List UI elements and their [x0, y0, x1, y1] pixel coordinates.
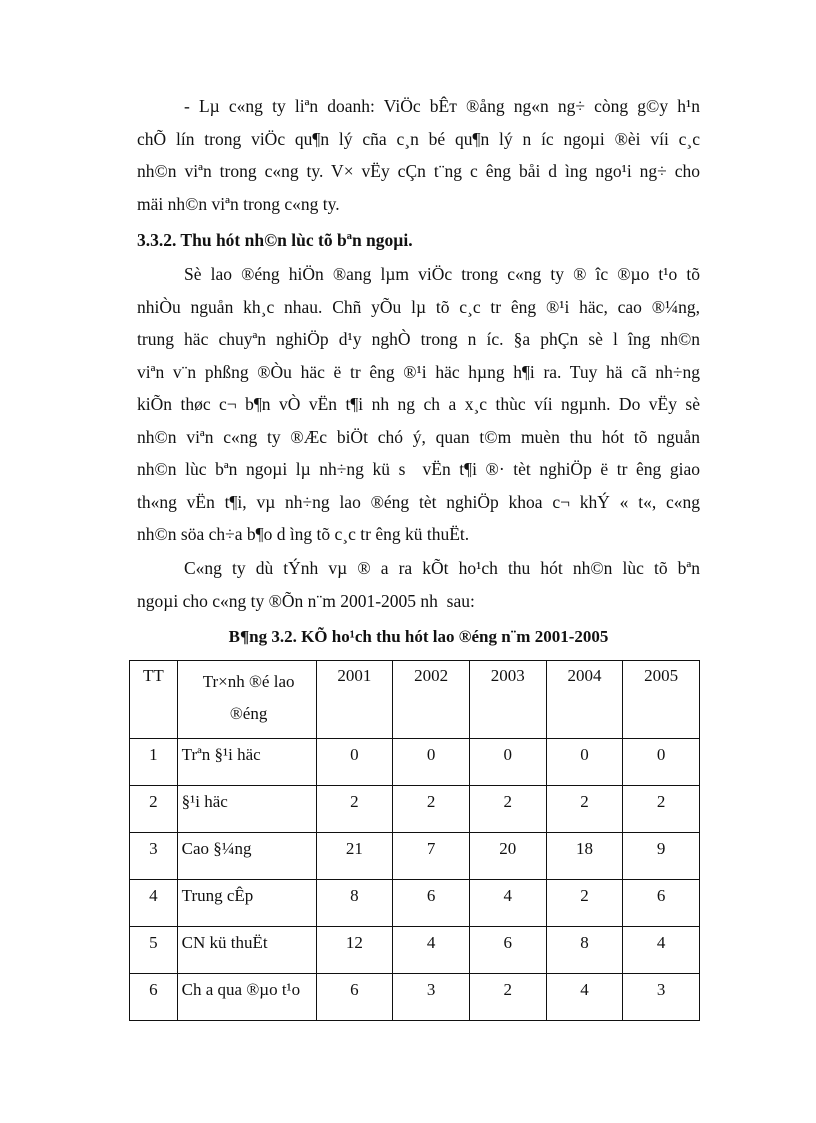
- recruitment-plan-table: [129, 660, 700, 1021]
- cell-value: 9: [623, 833, 700, 880]
- cell-level: Trªn §¹i häc: [177, 739, 316, 786]
- cell-value: 2: [469, 974, 546, 1021]
- cell-value: 2: [316, 786, 393, 833]
- cell-value: 6: [623, 880, 700, 927]
- cell-value: 18: [546, 833, 623, 880]
- cell-value: 0: [546, 739, 623, 786]
- cell-value: 8: [546, 927, 623, 974]
- cell-value: 6: [316, 974, 393, 1021]
- table-header-row: [130, 661, 700, 739]
- cell-tt: 1: [130, 739, 178, 786]
- cell-value: 0: [393, 739, 470, 786]
- header-tt: TT: [130, 661, 178, 739]
- paragraph-line: ngoµi cho c«ng ty ®Õn n¨m 2001-2005 nh sau:: [137, 590, 475, 611]
- header-year: 2001: [316, 661, 393, 739]
- cell-value: 0: [623, 739, 700, 786]
- cell-level: Ch a qua ®µo t¹o: [177, 974, 316, 1021]
- header-level-line: Tr×nh ®é lao: [202, 672, 295, 691]
- cell-value: 3: [623, 974, 700, 1021]
- table-row: [130, 974, 700, 1021]
- cell-tt: 3: [130, 833, 178, 880]
- paragraph-line: kiÕn thøc c¬ b¶n vÒ vËn t¶i nh ng ch a x¸c thùc víi ngµnh. Do vËy sè: [137, 394, 700, 414]
- paragraph-line: - Lµ c«ng ty liªn doanh: ViÖc bÊт ®ång ng«n ng÷ còng g©y h¹n: [184, 96, 700, 116]
- paragraph-line: nh©n söa ch÷a b¶o d ìng tõ c¸c tr êng kü thuËt.: [137, 524, 470, 544]
- cell-value: 4: [393, 927, 470, 974]
- table-row: [130, 927, 700, 974]
- paragraph-joint-venture: [137, 90, 700, 220]
- cell-tt: 2: [130, 786, 178, 833]
- cell-value: 0: [316, 739, 393, 786]
- paragraph-line: th«ng vËn t¶i, vµ nh÷ng lao ®éng tèt nghiÖp khoa c¬ khÝ « t«, c«ng: [137, 491, 700, 512]
- header-year: 2002: [393, 661, 470, 739]
- table-caption: B¶ng 3.2. KÕ ho¹ch thu hót lao ®éng n¨m 2001-2005: [228, 627, 609, 646]
- cell-value: 3: [393, 974, 470, 1021]
- paragraph-line: mäi nh©n viªn trong c«ng ty.: [137, 193, 340, 214]
- cell-value: 21: [316, 833, 393, 880]
- paragraph-line: Sè lao ®éng hiÖn ®ang lµm viÖc trong c«ng ty ® îc ®µo t¹o tõ: [184, 264, 700, 284]
- paragraph-line: nh©n viªn c«ng ty ®Æc biÖt chó ý, quan t©m muèn thu hót tõ nguån: [137, 426, 700, 447]
- cell-value: 4: [623, 927, 700, 974]
- header-level: [177, 661, 316, 739]
- header-level-line: ®éng: [229, 704, 268, 723]
- table-row: [130, 739, 700, 786]
- cell-tt: 5: [130, 927, 178, 974]
- paragraph-line: chÕ lín trong viÖc qu¶n lý cña c¸n bé qu¶n lý n íc ngoµi ®èi víi c¸c: [137, 128, 700, 149]
- cell-value: 2: [469, 786, 546, 833]
- cell-level: CN kü thuËt: [177, 927, 316, 974]
- cell-value: 0: [469, 739, 546, 786]
- cell-level: §¹i häc: [177, 786, 316, 833]
- cell-value: 2: [546, 880, 623, 927]
- header-year: 2005: [623, 661, 700, 739]
- cell-value: 12: [316, 927, 393, 974]
- paragraph-line: nhiÒu nguån kh¸c nhau. Chñ yÕu lµ tõ c¸c tr êng ®¹i häc, cao ®¼ng,: [137, 296, 700, 317]
- cell-value: 20: [469, 833, 546, 880]
- cell-value: 2: [546, 786, 623, 833]
- cell-value: 2: [623, 786, 700, 833]
- paragraph-workforce: [137, 258, 700, 551]
- cell-value: 4: [546, 974, 623, 1021]
- cell-value: 7: [393, 833, 470, 880]
- cell-level: Cao §¼ng: [177, 833, 316, 880]
- cell-value: 2: [393, 786, 470, 833]
- table-row: [130, 880, 700, 927]
- paragraph-line: viªn v¨n phßng ®Òu häc ë tr êng ®¹i häc hµng h¶i ra. Tuy hä cã nh÷ng: [137, 361, 700, 382]
- header-year: 2004: [546, 661, 623, 739]
- table-row: [130, 786, 700, 833]
- cell-value: 8: [316, 880, 393, 927]
- paragraph-line: nh©n viªn trong c«ng ty. V× vËy cÇn t¨ng c êng båi d ìng ngo¹i ng÷ cho: [137, 161, 700, 181]
- paragraph-line: C«ng ty dù tÝnh vµ ® a ra kÕt ho¹ch thu hót nh©n lùc tõ bªn: [184, 558, 700, 578]
- section-heading: 3.3.2. Thu hót nh©n lùc tõ bªn ngoµi.: [137, 230, 413, 250]
- cell-tt: 4: [130, 880, 178, 927]
- cell-value: 6: [393, 880, 470, 927]
- cell-level: Trung cÊp: [177, 880, 316, 927]
- paragraph-line: nh©n lùc bªn ngoµi lµ nh÷ng kü s vËn t¶i ®· tèt nghiÖp ë tr êng giao: [137, 459, 700, 479]
- paragraph-plan-intro: [137, 552, 700, 617]
- table-row: [130, 833, 700, 880]
- header-year: 2003: [469, 661, 546, 739]
- cell-value: 4: [469, 880, 546, 927]
- paragraph-line: trung häc chuyªn nghiÖp d¹y nghÒ trong n íc. §a phÇn sè l îng nh©n: [137, 329, 700, 349]
- cell-value: 6: [469, 927, 546, 974]
- cell-tt: 6: [130, 974, 178, 1021]
